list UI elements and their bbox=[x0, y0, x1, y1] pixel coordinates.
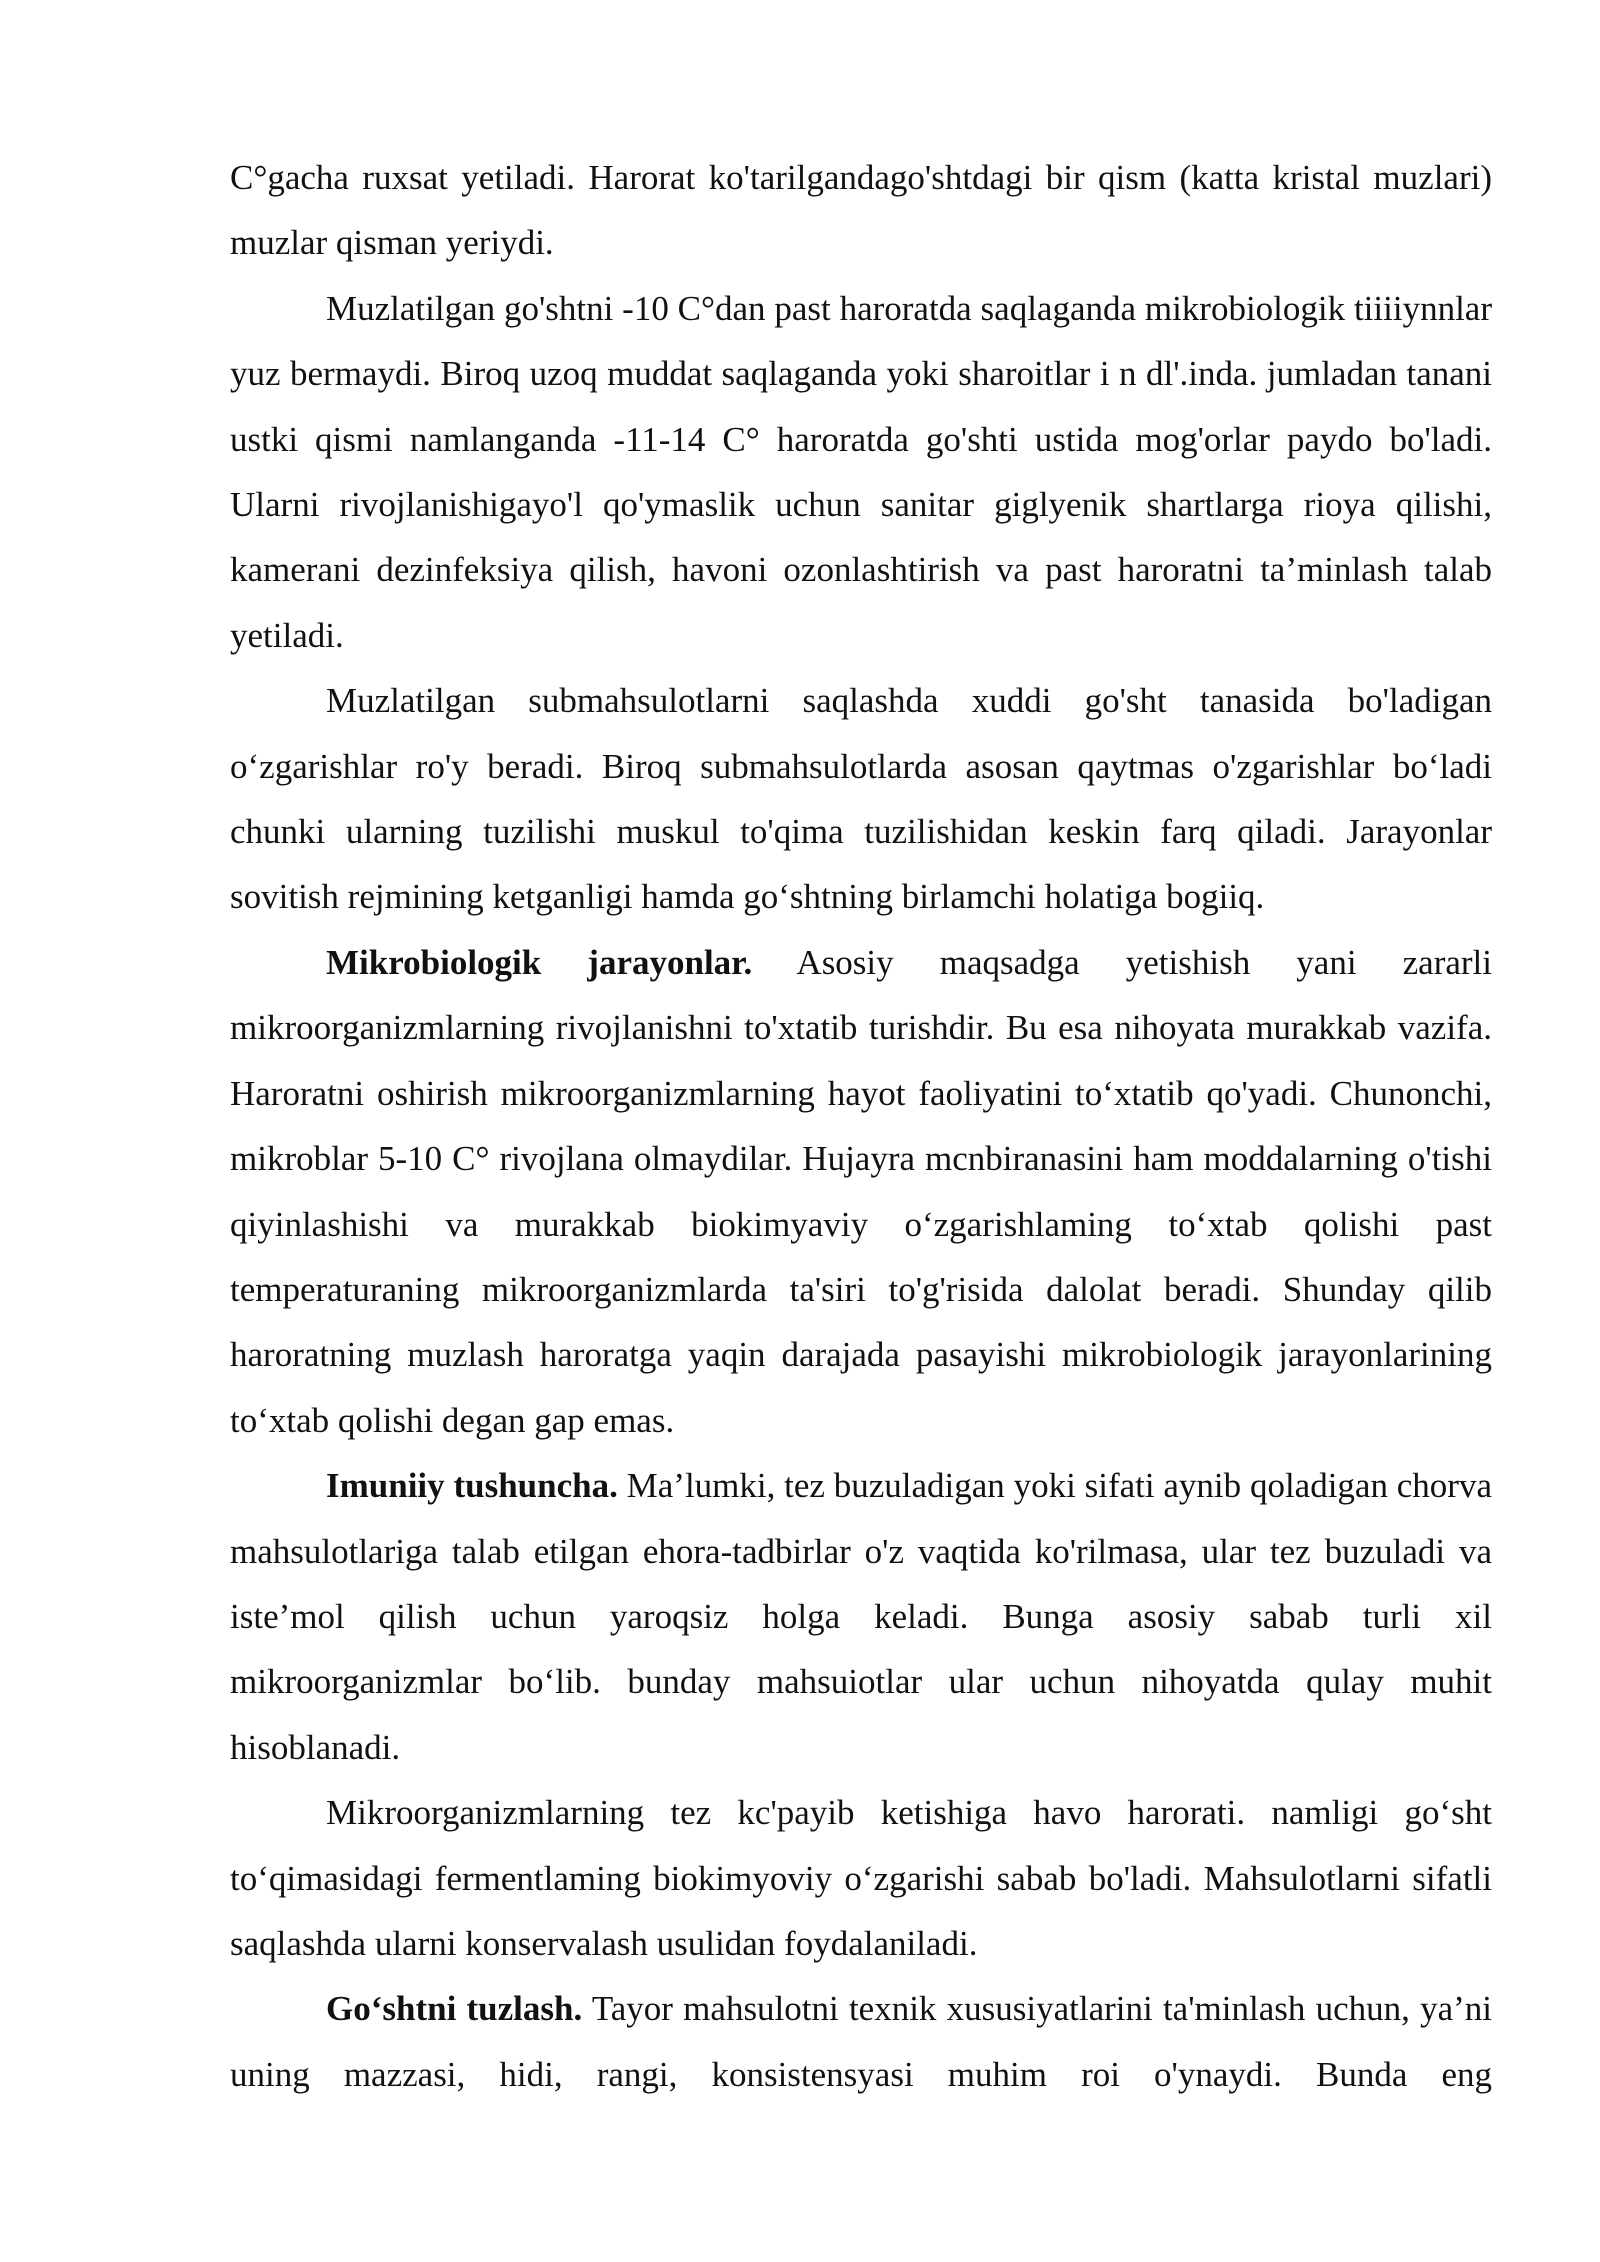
paragraph-heading: Mikrobiologik jarayonlar. bbox=[326, 942, 753, 982]
paragraph-text: Ma’lumki, tez buzuladigan yoki sifati aynib qoladigan chorva mahsulotlariga talab etilgan ehora-tadbirlar o'z vaqtida ko'rilmasa, ular tez buzuladi va iste’mol qilish uchun yaroqsiz holga keladi. Bunga asosiy sabab turli xil mikroorganizmlar bo‘lib. bunday mahsuiotlar ular uchun nihoyatda qulay muhit hisoblanadi. bbox=[230, 1466, 1492, 1767]
paragraph-6 bbox=[230, 1780, 1492, 1976]
paragraph-3 bbox=[230, 668, 1492, 930]
paragraph-text: Tayor mahsulotni texnik xususiyatlarini ta'minlash uchun, ya’ni uning mazzasi, hidi, rangi, konsistensyasi muhim roi o'ynaydi. Bunda eng bbox=[230, 1989, 1492, 2094]
paragraph-2 bbox=[230, 276, 1492, 668]
paragraph-7 bbox=[230, 1976, 1492, 2107]
paragraph-heading: Go‘shtni tuzlash. bbox=[326, 1989, 583, 2029]
paragraph-text: Mikroorganizmlarning tez kc'payib ketishiga havo harorati. namligi go‘sht to‘qimasidagi fermentlaming biokimyoviy o‘zgarishi sabab bo'ladi. Mahsulotlarni sifatli saqlashda ularni konservalash usulidan foydalaniladi. bbox=[230, 1793, 1492, 1963]
document-page bbox=[230, 145, 1492, 2107]
paragraph-heading: Imuniiy tushuncha. bbox=[326, 1466, 618, 1506]
paragraph-text: Muzlatilgan go'shtni -10 C°dan past haroratda saqlaganda mikrobiologik tiiiiynnlar yuz bermaydi. Biroq uzoq muddat saqlaganda yoki sharoitlar i n dl'.inda. jumladan tanani ustki qismi namlanganda -11-14 C° haroratda go'shti ustida mog'orlar paydo bo'ladi. Ularni rivojlanishigayo'l qo'ymaslik uchun sanitar giglyenik shartlarga rioya qilishi, kamerani dezinfeksiya qilish, havoni ozonlashtirish va past haroratni ta’minlash talab yetiladi. bbox=[230, 288, 1492, 655]
paragraph-1 bbox=[230, 145, 1492, 276]
paragraph-4 bbox=[230, 930, 1492, 1453]
paragraph-text: C°gacha ruxsat yetiladi. Harorat ko'tarilgandago'shtdagi bir qism (katta kristal muzlari) muzlar qisman yeriydi. bbox=[230, 158, 1492, 263]
paragraph-text: Asosiy maqsadga yetishish yani zararli mikroorganizmlarning rivojlanishni to'xtatib turishdir. Bu esa nihoyata murakkab vazifa. Haroratni oshirish mikroorganizmlarning hayot faoliyatini to‘xtatib qo'yadi. Chunonchi, mikroblar 5-10 C° rivojlana olmaydilar. Hujayra mcnbiranasini ham moddalarning o'tishi qiyinlashishi va murakkab biokimyaviy o‘zgarishlaming to‘xtab qolishi past temperaturaning mikroorganizmlarda ta'siri to'g'risida dalolat beradi. Shunday qilib haroratning muzlash haroratga yaqin darajada pasayishi mikrobiologik jarayonlarining to‘xtab qolishi degan gap emas. bbox=[230, 942, 1492, 1440]
paragraph-5 bbox=[230, 1453, 1492, 1780]
paragraph-text: Muzlatilgan submahsulotlarni saqlashda xuddi go'sht tanasida bo'ladigan o‘zgarishlar ro'y beradi. Biroq submahsulotlarda asosan qaytmas o'zgarishlar bo‘ladi chunki ularning tuzilishi muskul to'qima tuzilishidan keskin farq qiladi. Jarayonlar sovitish rejmining ketganligi hamda go‘shtning birlamchi holatiga bogiiq. bbox=[230, 681, 1492, 917]
